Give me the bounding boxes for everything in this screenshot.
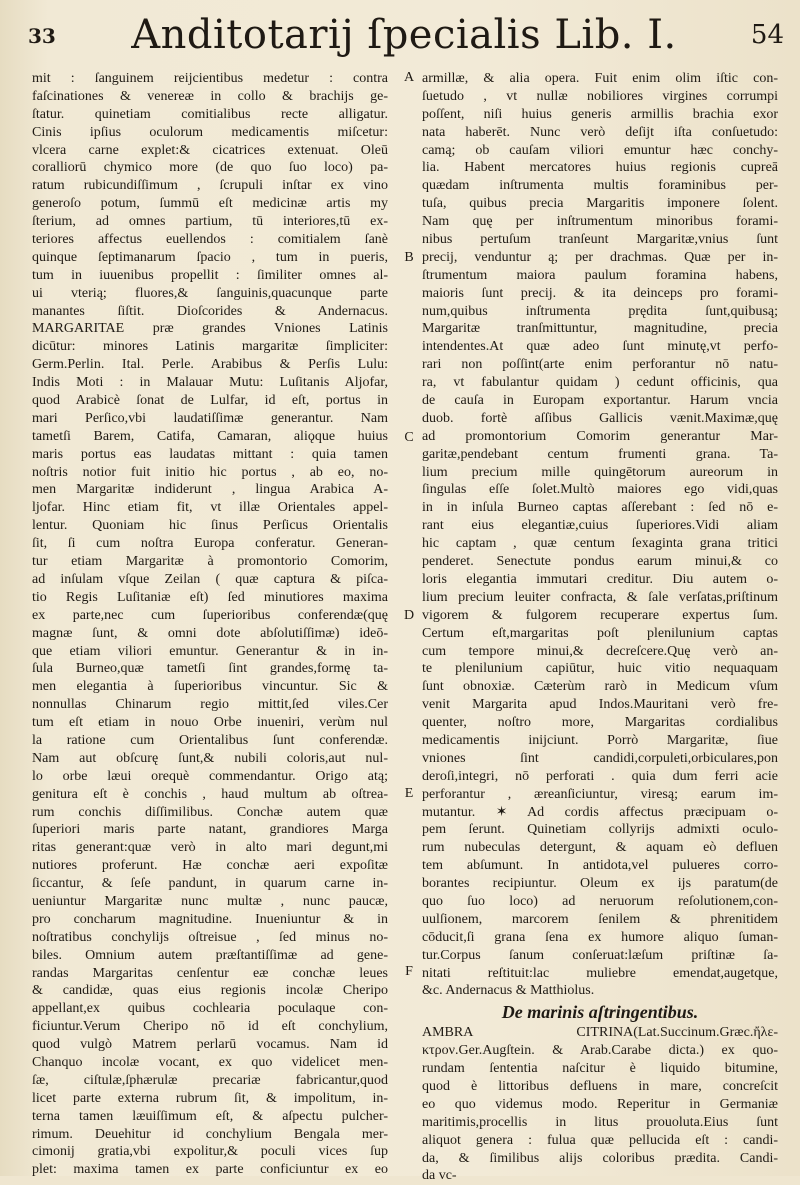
text-line: ſæ, ciſtulæ,ſphærulæ precariæ fabricantur,quod	[32, 1072, 388, 1088]
text-line: ficiuntur.Verum Cheripo nō id eſt conchylium,	[32, 1019, 388, 1035]
text-line: eo quo videmus modo. Reperitur in Germaniæ	[422, 1096, 778, 1112]
text-line: garitæ,pendebant centum frumenti grana. Ta-	[422, 446, 778, 462]
text-line: ſit, ſi cum noſtra Europa conferatur. Generan-	[32, 536, 388, 552]
text-line: vniones ſint candidi,corpuleti,orbiculares,pon	[422, 750, 778, 766]
text-line: nutiores proferunt. Hæ conchæ aeri expoſitæ	[32, 858, 388, 874]
text-line: ſterium, ad omnes partium, tū interiores,tū ex-	[32, 214, 388, 230]
text-line: quod è littoribus defluens in mare, concreſcit	[422, 1078, 778, 1094]
text-line: noſtratibus conchylijs oſtreisue , ſed minus no-	[32, 929, 388, 945]
section-marker: D	[403, 608, 415, 623]
text-line: cum tempore minui,& decreſcere.Quę verò an-	[422, 643, 778, 659]
text-line: quinque ſeptimanarum ſpacio , tum in pueris,	[32, 249, 388, 265]
text-line: borantes recipiuntur. Oleum ex ijs paratum(de	[422, 876, 778, 892]
text-line: vigorem & fulgorem recuperare expertus ſum.	[422, 607, 778, 623]
text-line: Chanquo incolæ vocant, ex quo videlicet men-	[32, 1054, 388, 1070]
text-line: ljofar. Hinc etiam fit, vt illæ Orientales appel-	[32, 500, 388, 516]
text-line: Certum eſt,margaritas poſt plenilunium captas	[422, 625, 778, 641]
text-line: tametſi Barem, Catifa, Camaran, aliǫque huius	[32, 428, 388, 444]
text-line: noſtris notior fuit initio hic portus , ab eo, no-	[32, 464, 388, 480]
text-line: nibus pertuſum tranſeunt Margaritæ,vnius ſunt	[422, 232, 778, 248]
text-line: generoſo potum, ſummū eſt medicinæ artis my	[32, 196, 388, 212]
text-line: rum conchis diſſimilibus. Conchæ autem quæ	[32, 804, 388, 820]
text-line: magnæ ſunt, & omni dote abſolutiſſimæ) ideō-	[32, 625, 388, 641]
page-number-left: 33	[28, 24, 56, 48]
text-line: genitura eſt è conchis , haud multum ab oſtrea-	[32, 786, 388, 802]
section-heading: De marinis aſtringentibus.	[501, 1002, 699, 1023]
text-line: loris elegantia immutari creditur. Diu autem o-	[422, 571, 778, 587]
text-line: quod vulgò Matrem perlarū vocamus. Nam id	[32, 1037, 388, 1053]
text-line: appellant,ex quibus cochlearia poculaque con-	[32, 1001, 388, 1017]
text-line: venit Margarita apud Indos.Mauritani verò fre-	[422, 697, 778, 713]
text-line: Germ.Perlin. Ital. Perle. Arabibus & Perſis Lulu:	[32, 357, 388, 373]
text-line: lium precium leuiter confracta, & ſale verſatas,priſtinum	[422, 589, 778, 605]
text-line: & candidæ, quas eius regionis incolæ Cheripo	[32, 983, 388, 999]
text-line: hic captam , quæ centum ſexaginta grana tritici	[422, 536, 778, 552]
text-line: camą; ob cauſam viliori emuntur hæc conchy-	[422, 142, 778, 158]
text-line: men elegantia à ſuperioribus vincuntur. Sic &	[32, 679, 388, 695]
text-line: pro concharum magnitudine. Inueniuntur & in	[32, 911, 388, 927]
text-line: dicūtur: minores Latinis margaritæ ſimpliciter:	[32, 339, 388, 355]
text-line: ritas generant:quæ verò in alto mari degunt,mi	[32, 840, 388, 856]
text-line: AMBRA CITRINA(Lat.Succinum.Græc.ἤλε-	[422, 1025, 778, 1041]
text-line: randas Margaritas cenſentur eæ conchæ leues	[32, 965, 388, 981]
text-line: tio Regis Luſitaniæ eſt) ſed minutiores maxima	[32, 589, 388, 605]
text-line: perforantur , æreanſiciuntur, viresą; earum im-	[422, 786, 778, 802]
text-line: que etiam viliori emuntur. Generantur & in in-	[32, 643, 388, 659]
text-line: aliquot genera : fulua quæ pellucida eſt : candi-	[422, 1132, 778, 1148]
text-line: rundam ſententia naſcitur è liquido bitumine,	[422, 1061, 778, 1077]
text-line: intendentes.At quæ adeo ſunt minutę,vt perfo-	[422, 339, 778, 355]
text-line: ſtrumentum maiora paulum foramina habens,	[422, 267, 778, 283]
text-line: terna tamen læuiſſimum eſt, & aſpectu pulcher-	[32, 1108, 388, 1124]
text-line: &c. Andernacus & Matthiolus.	[422, 983, 595, 999]
text-line: manantes ſiſtit. Dioſcorides & Andernacus.	[32, 303, 388, 319]
section-marker: A	[403, 70, 415, 85]
text-line: Margaritæ tranſmittuntur, magnitudine, precia	[422, 321, 778, 337]
section-marker: C	[404, 430, 414, 445]
text-line: lo orbe læui orequè commendantur. Origo atą;	[32, 768, 388, 784]
text-line: uulſionem, marcorem ſenilem & phrenitidem	[422, 911, 778, 927]
section-markers	[400, 70, 418, 1166]
text-line: tum eſt etiam in nouo Orbe inueniri, verùm nul	[32, 715, 388, 731]
text-line: ad promontorium Comorim generantur Mar-	[422, 428, 778, 444]
text-line: lia. Habent mercatores huius regionis cupreā	[422, 160, 778, 176]
text-line: ueniuntur Margaritæ nunc multæ , nunc paucæ,	[32, 893, 388, 909]
text-line: ſtatur. quinetiam comitialibus recte alligatur.	[32, 106, 388, 122]
text-line: coralliorū chymico more (de quo ſuo loco) pa-	[32, 160, 388, 176]
text-line: lentur. Quoniam hic ſinus Perſicus Orientalis	[32, 518, 388, 534]
text-line: pem ſerunt. Quinetiam collyrijs admixti oculo-	[422, 822, 778, 838]
text-line: teriores affectus euellendos : comitialem ſanè	[32, 232, 388, 248]
text-line: armillæ, & alia opera. Fuit enim olim iſtic con-	[422, 71, 778, 86]
text-line: quædam inſtrumenta multis foraminibus per-	[422, 178, 778, 194]
text-line: la ratione cum Orientalibus ſunt conferendæ.	[32, 732, 388, 748]
text-line: Nam quę per inſtrumentum minoribus forami-	[422, 214, 778, 230]
text-line: ſula Burneo,quæ tametſi ſint grandes,formę ta-	[32, 661, 388, 677]
section-marker: B	[404, 250, 414, 265]
text-line: rum nubeculas detergunt, & aquam eò defluen	[422, 840, 778, 856]
right-text-column	[422, 70, 778, 1184]
text-line: κτρον.Ger.Augſtein. & Arab.Carabe dicta.) ex quo-	[422, 1043, 778, 1059]
text-line: mutantur. ✶ Ad cordis affectus præcipuam o-	[422, 804, 778, 820]
text-line: ra, vt fabulantur quidam ) cedunt officinis, qua	[422, 375, 778, 391]
text-line: plet: maxima tamen ex parte conficiuntur ex eo	[32, 1162, 388, 1178]
page-number-right: 54	[750, 20, 784, 50]
text-line: ſingulas eſſe ſolet.Multò maiores ego vidi,quas	[422, 482, 778, 498]
text-line: tur.Corpus ſanum conſeruat:læſum priſtinæ ſa-	[422, 947, 778, 963]
text-line: ſuperiori maris parte natant, grandiores Marga	[32, 822, 388, 838]
text-line: ratum rubicundiſſimum , ſcrupuli inſtar ex vino	[32, 178, 388, 194]
text-line: deroſi,integri, nō perforati . quia dum ferri acie	[422, 768, 778, 784]
left-text-column	[32, 70, 388, 1178]
text-line: nitati reſtituit:lac muliebre emendat,augetque,	[422, 965, 778, 981]
text-line: Nam aut obſcurę ſunt,& nubili coloris,aut nul-	[32, 750, 388, 766]
running-title: Anditotarij ſpecialis Lib. I.	[131, 12, 677, 58]
text-line: duob. fortè aſſibus Gallicis vænit.Maximæ,quę	[422, 410, 778, 426]
text-line: Cinis ipſius oculorum medicamentis miſcetur:	[32, 124, 388, 140]
text-line: rant eius elegantiæ,cuius ſuperiores.Vidi aliam	[422, 518, 778, 534]
text-line: nata haberēt. Nunc verò deſijt iſta conſuetudo:	[422, 124, 778, 140]
text-line: rari non poſſint(arte enim perforantur nō natu-	[422, 357, 778, 373]
text-line: te plenilunium capiūtur, huic vitio nequaquam	[422, 661, 778, 677]
text-line: mit : ſanguinem reijcientibus medetur : contra	[32, 71, 388, 86]
text-line: maritimis,procellis in litus prouoluta.Eius ſunt	[422, 1114, 778, 1130]
page-header	[24, 10, 784, 62]
text-line: ſunt obnoxiæ. Cæterùm rarò in Medicum vſum	[422, 679, 778, 695]
text-line: cōducit,ſi grana ſena ex humore aliquo ſuman-	[422, 929, 778, 945]
text-line: tum in iuuenibus propellit : ſimiliter omnes al-	[32, 267, 388, 283]
text-line: ex parte,nec cum ſuperioribus conferendæ(quę	[32, 607, 388, 623]
text-line: poſſent, niſi huius generis armillis brachia exor	[422, 106, 778, 122]
text-line: biles. Omnium autem præſtantiſſimæ ad gene-	[32, 947, 388, 963]
text-line: num,quibus inſtrumenta prędita ſunt,quibusą;	[422, 303, 778, 319]
text-line: MARGARITAE præ grandes Vniones Latinis	[32, 321, 388, 337]
text-line: mari Perſico,vbi laudatiſſimæ generantur. Nam	[32, 410, 388, 426]
text-line: tem abſumunt. In antidota,vel pulueres corro-	[422, 858, 778, 874]
text-line: maioris ſunt precij. & ita deinceps pro forami-	[422, 285, 778, 301]
text-line: ad inſulam vſque Zeilan ( quæ captura & piſca-	[32, 571, 388, 587]
text-line: nonnullas Chinarum regio mittit,ſed viles.Cer	[32, 697, 388, 713]
text-line: Indis Moti : in Malauar Mutu: Luſitanis Aljofar,	[32, 375, 388, 391]
text-line: rimum. Deuehitur id conchylium Bengala mer-	[32, 1126, 388, 1142]
text-line: vlcera carne explet:& cicatrices extenuat. Oleū	[32, 142, 388, 158]
text-line: quo ſuo loco) ad neruorum reſolutionem,con-	[422, 893, 778, 909]
text-line: tuſa, quibus precia Margaritis imponere ſolent.	[422, 196, 778, 212]
text-line: quod Arabicè ſonat de Lulfar, id eſt, portus in	[32, 393, 388, 409]
text-line: lium precium mille quingētorum aureorum in	[422, 464, 778, 480]
text-line: maris portus eas laudatas mittant : quia tamen	[32, 446, 388, 462]
section-marker: F	[405, 964, 413, 979]
text-line: men Margaritæ indiderunt , lingua Arabica A-	[32, 482, 388, 498]
text-line: ſiccantur, & ſeſe pandunt, in quarum carne in-	[32, 876, 388, 892]
text-line: precij, venduntur ą; per drachmas. Quæ per in-	[422, 249, 778, 265]
text-line: da vc-	[422, 1168, 457, 1184]
text-line: licet parte externa rubrum ſit, & impolitum, in-	[32, 1090, 388, 1106]
section-marker: E	[404, 786, 414, 801]
text-line: quenter, noſtro more, Margaritas cordialibus	[422, 715, 778, 731]
text-line: cimonij gratia,vbi expolitur,& poculi vices ſup	[32, 1144, 388, 1160]
text-line: ſuetudo , vt nullæ nobiliores virgines corrumpi	[422, 88, 778, 104]
text-line: faſcinationes & venereæ in collo & brachijs ge-	[32, 88, 388, 104]
text-line: da, & ſimilibus alijs coloribus prædita. Candi-	[422, 1150, 778, 1166]
text-line: de cauſa in Europam exportantur. Harum vncia	[422, 393, 778, 409]
text-line: in in inſula Burneo captas aſſerebant : ſed nō e-	[422, 500, 778, 516]
text-line: tur etiam Margaritæ à promontorio Comorim,	[32, 554, 388, 570]
text-line: ui vterią; fluores,& ſanguinis,quacunque parte	[32, 285, 388, 301]
text-line: penderet. Senectute pondus earum minui,& co	[422, 554, 778, 570]
text-line: medicamentis inijciunt. Porrò Margaritæ, ſiue	[422, 732, 778, 748]
